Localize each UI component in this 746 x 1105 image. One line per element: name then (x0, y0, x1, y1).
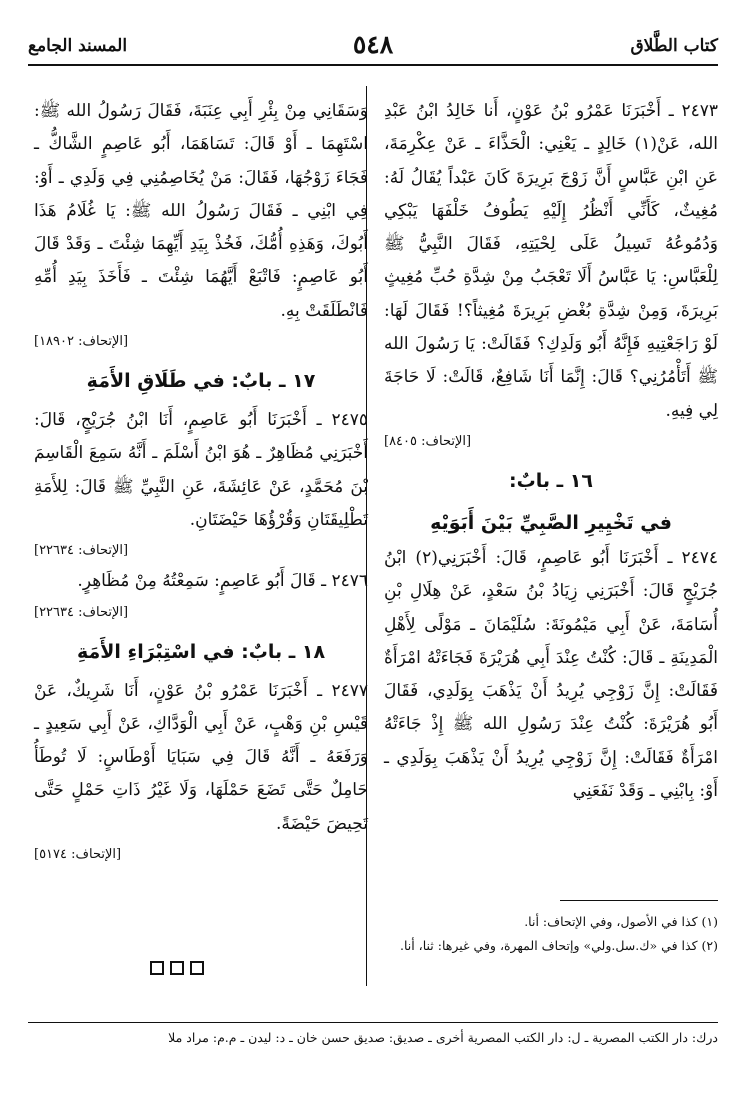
chapter-16-heading: ١٦ ـ بابٌ: (509, 469, 593, 492)
ithaf-ref-2477: [الإتحاف: ٥١٧٤] (34, 847, 122, 863)
ithaf-ref-2474: [الإتحاف: ١٨٩٠٢] (34, 334, 129, 350)
hadith-2477: ٢٤٧٧ ـ أَخْبَرَنَا عَمْرُو بْنُ عَوْنٍ، أَنَا شَرِيكٌ، عَنْ قَيْسِ بْنِ وَهْبٍ، عَنْ أَبِي الْوَدَّاكِ، عَنْ أَبِي سَعِيدٍ ـ وَرَفَعَهُ ـ أَنَّهُ قَالَ فِي سَبَايَا أَوْطَاسٍ: لَا تُوطَأُ حَامِلٌ حَتَّى تَضَعَ حَمْلَهَا، وَلَا غَيْرُ ذَاتِ حَمْلٍ حَتَّى تَحِيضَ حَيْضَةً. (34, 680, 368, 834)
hadith-2474: ٢٤٧٤ ـ أَخْبَرَنَا أَبُو عَاصِمٍ، قَالَ: أَخْبَرَنِي(٢) ابْنُ جُرَيْجٍ قَالَ: أَخْبَرَنِي زِيَادُ بْنُ سَعْدٍ، عَنْ هِلَالِ بْنِ أُسَامَةَ، عَنْ أَبِي مَيْمُونَةَ: سُلَيْمَانَ ـ مَوْلًى لِأَهْلِ الْمَدِينَةِ ـ قَالَ: كُنْتُ عِنْدَ أَبِي هُرَيْرَةَ فَجَاءَتْهُ امْرَأَةٌ فَقَالَتْ: إِنَّ زَوْجِي يُرِيدُ أَنْ يَذْهَبَ بِوَلَدِي، فَقَالَ أَبُو هُرَيْرَةَ: كُنْتُ عِنْدَ رَسُولِ الله ﷺ إِذْ جَاءَتْهُ امْرَأَةٌ فَقَالَتْ: إِنَّ زَوْجِي يُرِيدُ أَنْ يَذْهَبَ بِوَلَدِي ـ أَوْ: بِابْنِي ـ وَقَدْ نَفَعَنِي (384, 547, 718, 802)
ithaf-ref-2475: [الإتحاف: ٢٢٦٣٤] (34, 543, 129, 559)
footnote-2: (٢) كذا في «ك.سل.ولي» وإتحاف المهرة، وفي غيرها: ثنا، أنا. (399, 938, 718, 953)
left-column (34, 95, 368, 869)
book-title: كتاب الطَّلاق (630, 36, 718, 56)
chapter-18-heading: ١٨ ـ بابٌ: في اسْتِبْرَاءِ الأَمَةِ (76, 640, 326, 663)
right-column (384, 95, 718, 808)
end-marker (150, 961, 204, 975)
chapter-17-heading: ١٧ ـ بابٌ: في طَلَاقِ الأَمَةِ (86, 370, 316, 393)
footnote-separator (560, 900, 718, 901)
square-ornament-icon (190, 961, 204, 975)
chapter-16-subtitle: في تَخْيِيرِ الصَّبِيِّ بَيْنَ أَبَوَيْهِ (430, 511, 672, 534)
footnote-1: (١) كذا في الأصول، وفي الإتحاف: أنا. (524, 914, 718, 929)
header-rule (28, 64, 718, 66)
footnotes (384, 910, 718, 958)
colophon-rule (28, 1022, 718, 1023)
square-ornament-icon (170, 961, 184, 975)
ithaf-ref-2476: [الإتحاف: ٢٢٦٣٤] (34, 604, 129, 620)
ithaf-ref-2473: [الإتحاف: ٨٤٠٥] (384, 433, 472, 449)
hadith-2475: ٢٤٧٥ ـ أَخْبَرَنَا أَبُو عَاصِمٍ، أَنَا ابْنُ جُرَيْجٍ، قَالَ: أَخْبَرَنِي مُظَاهِرٌ ـ هُوَ ابْنُ أَسْلَمَ ـ أَنَّهُ سَمِعَ الْقَاسِمَ بْنَ مُحَمَّدٍ، عَنْ عَائِشَةَ، عَنِ النَّبِيِّ ﷺ قَالَ: لِلأَمَةِ تَطْلِيقَتَانِ وَقُرْؤُهَا حَيْضَتَانِ. (34, 410, 368, 530)
hadith-2476: ٢٤٧٦ ـ قَالَ أَبُو عَاصِمٍ: سَمِعْتُهُ مِنْ مُظَاهِرٍ. (77, 571, 368, 592)
page-header (28, 30, 718, 60)
page-number: ٥٤٨ (352, 30, 394, 59)
hadith-2473: ٢٤٧٣ ـ أَخْبَرَنَا عَمْرُو بْنُ عَوْنٍ، أَنا خَالِدُ ابْنُ عَبْدِ الله، عَنْ(١) خَالِدٍ ـ يَعْنِي: الْحَذَّاءَ ـ عَنْ عِكْرِمَةَ، عَنِ ابْنِ عَبَّاسٍ أَنَّ زَوْجَ بَرِيرَةَ كَانَ عَبْداً يُقَالُ لَهُ: مُغِيثٌ، كَأَنِّي أَنْظُرُ إِلَيْهِ يَطُوفُ خَلْفَهَا يَبْكِي وَدُمُوعُهُ تَسِيلُ عَلَى لِحْيَتِهِ، فَقَالَ النَّبِيُّ ﷺ لِلْعَبَّاسِ: يَا عَبَّاسُ أَلَا تَعْجَبُ مِنْ شِدَّةِ حُبِّ مُغِيثٍ بَرِيرَةَ، وَمِنْ شِدَّةِ بُغْضِ بَرِيرَةَ مُغِيثاً؟! فَقَالَ لَهَا: لَوْ رَاجَعْتِيهِ فَإِنَّهُ أَبُو وَلَدِكِ؟ فَقَالَتْ: يَا رَسُولَ الله ﷺ أَتَأْمُرُنِي؟ قَالَ: إِنَّمَا أَنَا شَافِعٌ، قَالَتْ: لَا حَاجَةَ لِي فِيهِ. (384, 101, 718, 421)
square-ornament-icon (150, 961, 164, 975)
manuscript-key: درك: دار الكتب المصرية ـ ل: دار الكتب المصرية أخرى ـ صديق: صديق حسن خان ـ د: ليدن ـ م.م: مراد ملا (168, 1030, 718, 1045)
work-title: المسند الجامع (28, 36, 128, 56)
hadith-2474-continued: وَسَقَانِي مِنْ بِئْرِ أَبِي عِنَبَةَ، فَقَالَ رَسُولُ الله ﷺ: اسْتَهِمَا ـ أَوْ قَالَ: تَسَاهَمَا، أَبُو عَاصِمٍ الشَّاكُّ ـ فَجَاءَ زَوْجُهَا، فَقَالَ: مَنْ يُخَاصِمُنِي فِي وَلَدِي ـ أَوْ: فِي ابْنِي ـ فَقَالَ رَسُولُ الله ﷺ: يَا غُلَامُ هَذَا أَبُوكَ، وَهَذِهِ أُمُّكَ، فَخُذْ بِيَدِ أَيِّهِمَا شِئْتَ ـ وَقَدْ قَالَ أَبُو عَاصِمٍ: فَاتْبَعْ أَيَّهُمَا شِئْتَ ـ فَأَخَذَ بِيَدِ أُمِّهِ فَانْطَلَقَتْ بِهِ. (34, 101, 368, 321)
